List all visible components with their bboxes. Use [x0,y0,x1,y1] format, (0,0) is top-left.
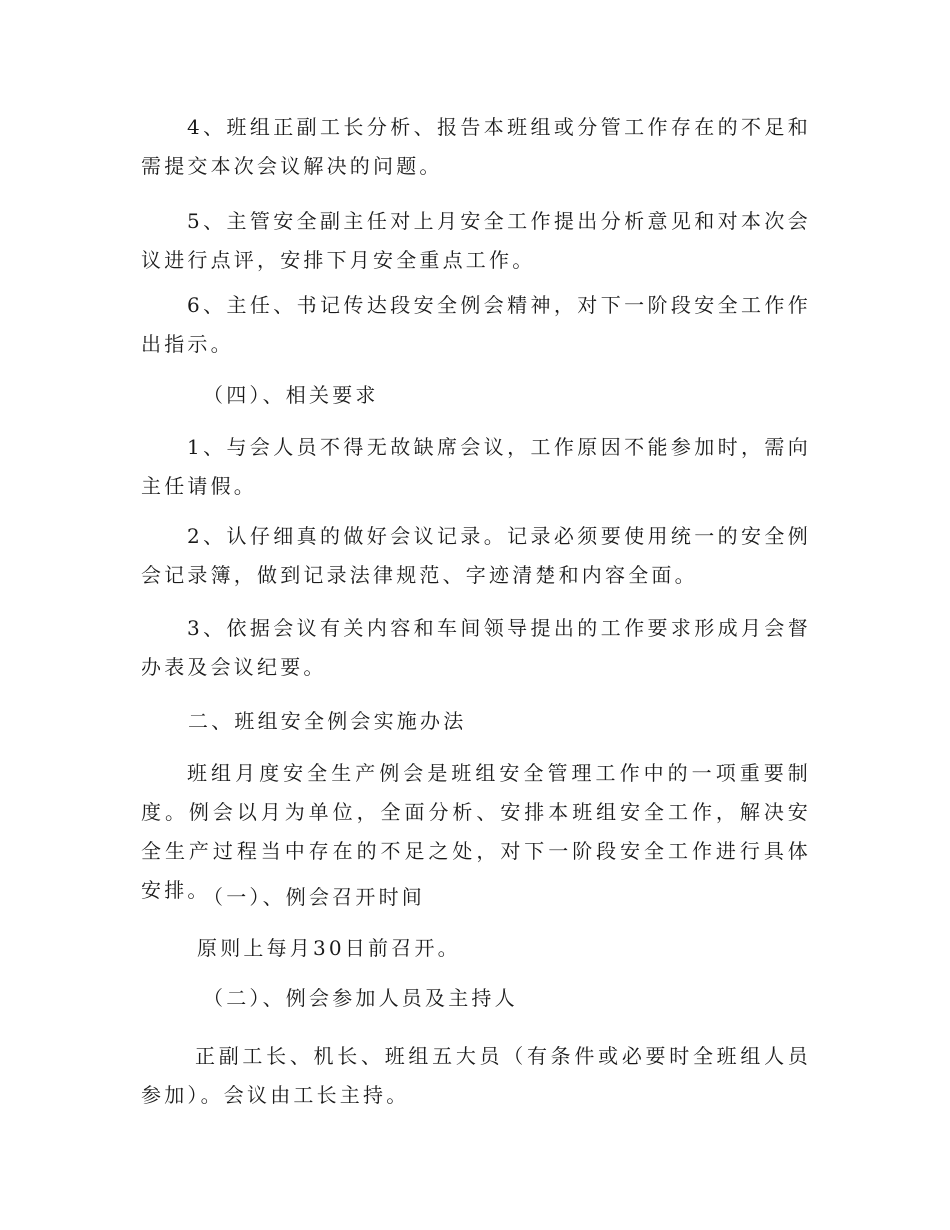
paragraph-item-4: 4、班组正副工长分析、报告本班组或分管工作存在的不足和需提交本次会议解决的问题。 [141,115,811,178]
paragraph-requirement-1: 1、与会人员不得无故缺席会议，工作原因不能参加时，需向主任请假。 [141,435,811,498]
paragraph-requirement-3: 3、依据会议有关内容和车间领导提出的工作要求形成月会督办表及会议纪要。 [141,616,811,679]
section-heading-meeting-time: （一）、例会召开时间 [203,885,425,909]
paragraph-item-6: 6、主任、书记传达段安全例会精神，对下一阶段安全工作作出指示。 [141,293,811,356]
paragraph-participants: 正副工长、机长、班组五大员（有条件或必要时全班组人员参加）。会议由工长主持。 [141,1044,811,1107]
paragraph-intro: 班组月度安全生产例会是班组安全管理工作中的一项重要制度。例会以月为单位，全面分析、安排本班组安全工作，解决安全生产过程当中存在的不足之处，对下一阶段安全工作进行具体安排。 [141,761,811,902]
paragraph-requirement-2: 2、认仔细真的做好会议记录。记录必须要使用统一的安全例会记录簿，做到记录法律规范、字迹清楚和内容全面。 [141,524,811,587]
paragraph-meeting-time: 原则上每月30日前召开。 [197,936,461,960]
section-heading-participants: （二）、例会参加人员及主持人 [203,986,518,1010]
section-heading-implementation: 二、班组安全例会实施办法 [188,709,467,733]
section-heading-requirements: （四）、相关要求 [203,383,379,407]
paragraph-item-5: 5、主管安全副主任对上月安全工作提出分析意见和对本次会议进行点评，安排下月安全重点工作。 [141,209,811,272]
